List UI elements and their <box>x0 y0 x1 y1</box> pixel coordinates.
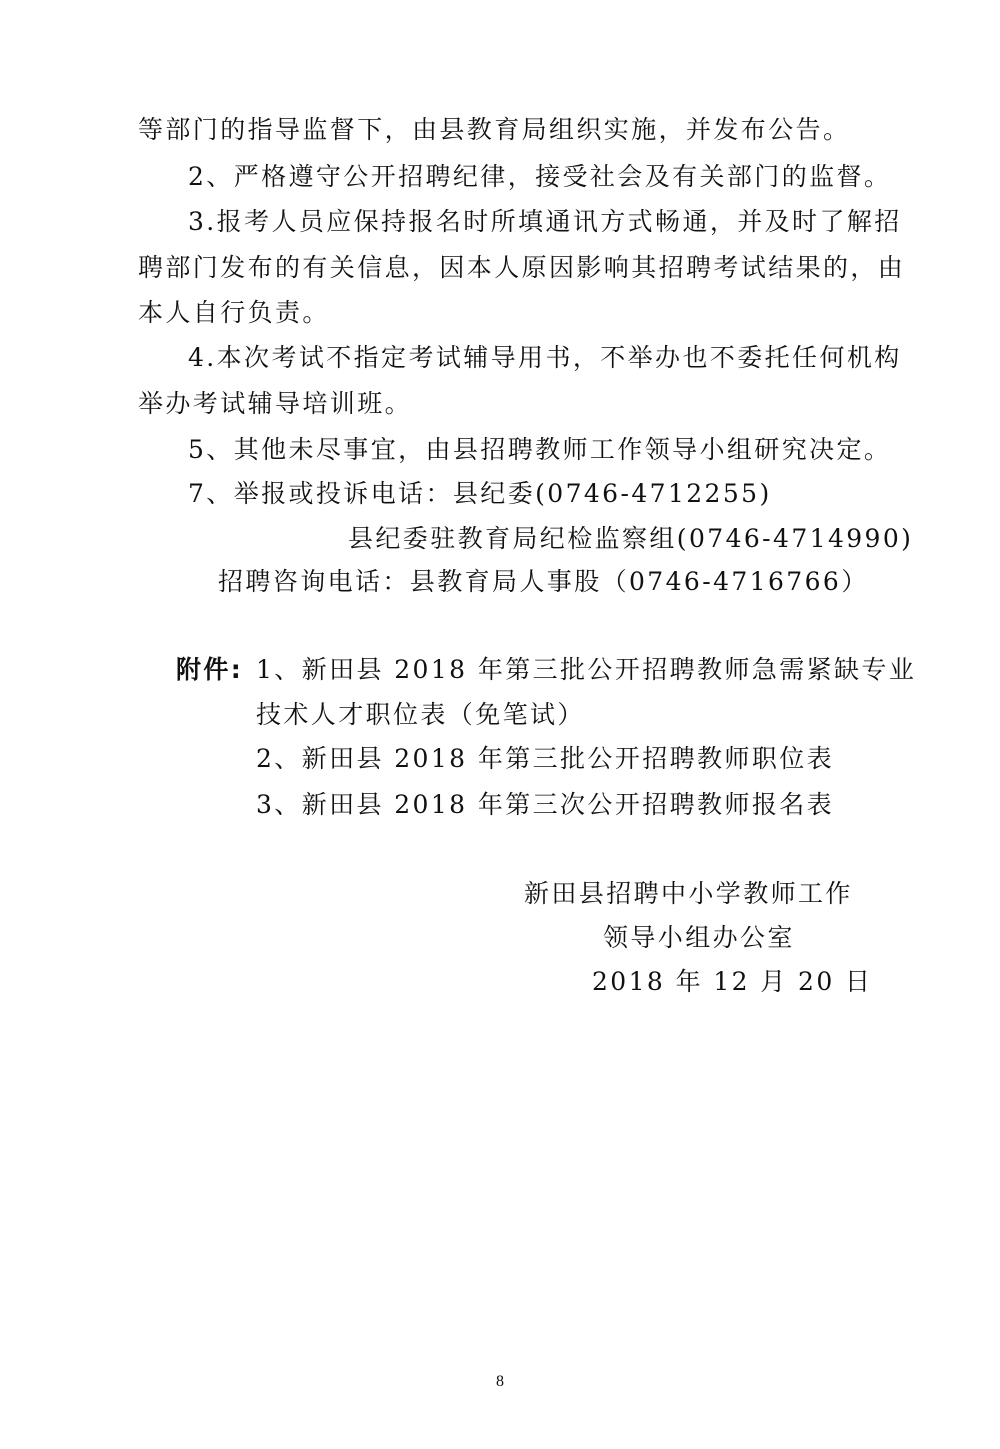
rule-item-3-cont-1: 聘部门发布的有关信息，因本人原因影响其招聘考试结果的，由 <box>138 253 906 282</box>
report-phone-line: 7、举报或投诉电话：县纪委(0746-4712255) <box>188 479 772 508</box>
consult-phone-line: 招聘咨询电话：县教育局人事股（0746-4716766） <box>218 567 869 596</box>
rule-item-2: 2、严格遵守公开招聘纪律，接受社会及有关部门的监督。 <box>188 162 892 191</box>
signature-date: 2018 年 12 月 20 日 <box>592 967 873 996</box>
rule-item-4-cont: 举办考试辅导培训班。 <box>138 389 413 418</box>
attachments-label: 附件: <box>176 655 244 684</box>
attachment-item-2: 2、新田县 2018 年第三批公开招聘教师职位表 <box>256 744 835 773</box>
rule-item-5: 5、其他未尽事宜，由县招聘教师工作领导小组研究决定。 <box>188 435 892 464</box>
attachment-item-1: 1、新田县 2018 年第三批公开招聘教师急需紧缺专业 <box>256 655 917 684</box>
body-line-1: 等部门的指导监督下，由县教育局组织实施，并发布公告。 <box>138 115 851 144</box>
attachment-item-1-cont: 技术人才职位表（免笔试） <box>256 700 585 729</box>
page-number: 8 <box>496 1373 504 1390</box>
signature-org-line-2: 领导小组办公室 <box>603 923 795 952</box>
signature-org-line-1: 新田县招聘中小学教师工作 <box>524 879 853 908</box>
attachment-item-3: 3、新田县 2018 年第三次公开招聘教师报名表 <box>256 790 835 819</box>
rule-item-3-cont-2: 本人自行负责。 <box>138 298 330 327</box>
rule-item-3: 3.报考人员应保持报名时所填通讯方式畅通，并及时了解招 <box>188 207 902 236</box>
rule-item-4: 4.本次考试不指定考试辅导用书，不举办也不委托任何机构 <box>188 343 902 372</box>
discipline-group-phone-line: 县纪委驻教育局纪检监察组(0746-4714990) <box>348 524 914 553</box>
